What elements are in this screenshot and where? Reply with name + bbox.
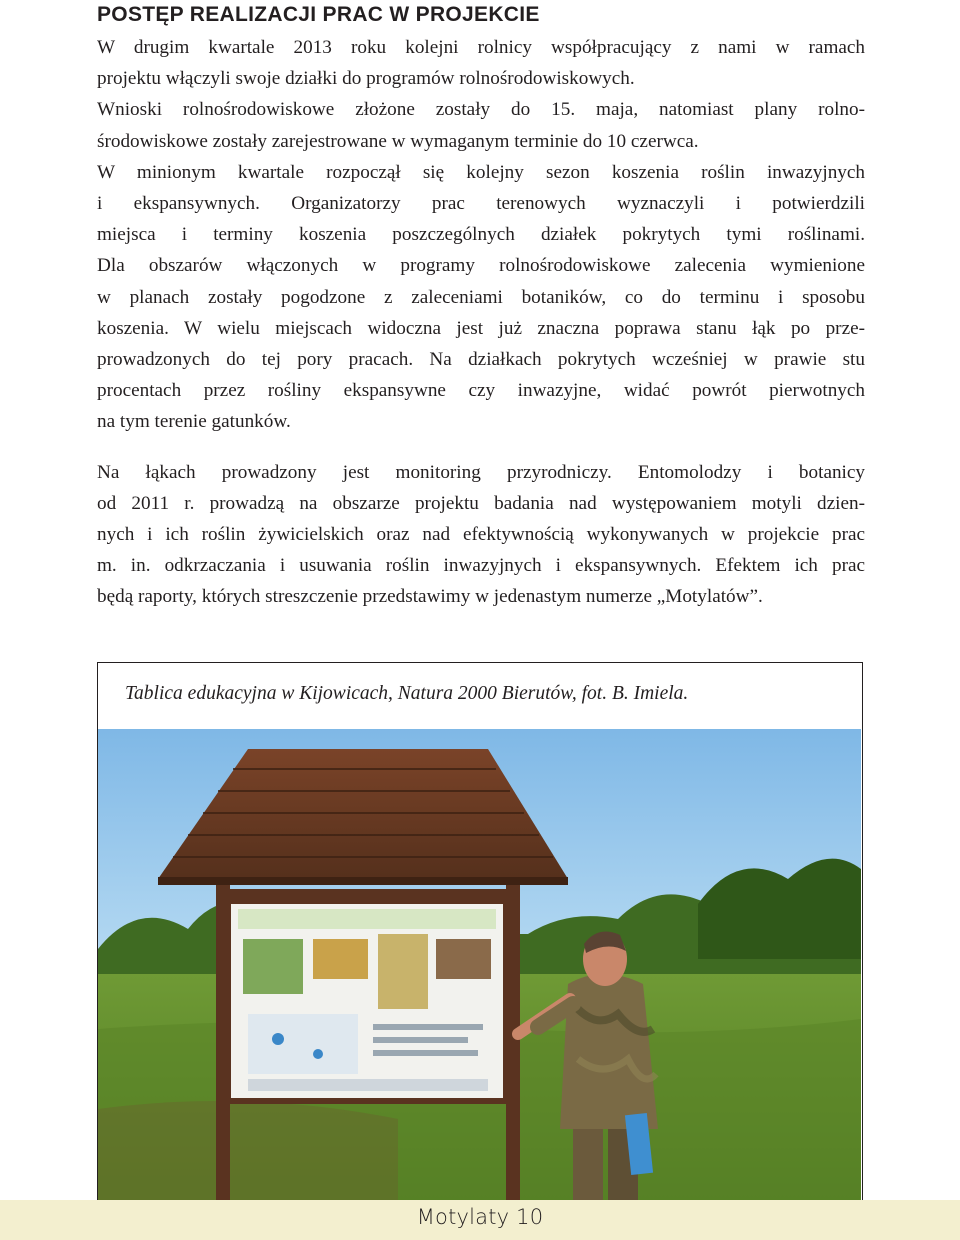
section-heading: POSTĘP REALIZACJI PRAC W PROJEKCIE	[97, 3, 540, 26]
text-line: środowiskowe zostały zarejestrowane w wymaganym terminie do 10 czerwca.	[97, 130, 699, 152]
page-footer-label: Motylaty 10	[416, 1205, 544, 1229]
photo-figure	[97, 662, 863, 1200]
text-line: będą raporty, których streszczenie przedstawimy w jedenastym numerze „Motylatów”.	[97, 586, 763, 608]
text-line: nych i ich roślin żywicielskich oraz nad efektywnością wykonywanych w projekcie prac	[97, 524, 865, 546]
text-line: W drugim kwartale 2013 roku kolejni rolnicy współpracujący z nami w ramach	[97, 37, 865, 58]
paragraph-monitoring	[97, 457, 865, 613]
text-line: i ekspansywnych. Organizatorzy prac terenowych wyznaczyli i potwierdzili	[97, 193, 865, 215]
text-line: od 2011 r. prowadzą na obszarze projektu badania nad występowaniem motyli dzien-	[97, 492, 865, 514]
text-line: miejsca i terminy koszenia poszczególnych działek pokrytych tymi roślinami.	[97, 224, 865, 246]
text-line: W minionym kwartale rozpoczął się kolejny sezon koszenia roślin inwazyjnych	[97, 161, 865, 183]
photo-education-board	[98, 729, 861, 1201]
text-line: koszenia. W wielu miejscach widoczna jest już znaczna poprawa stanu łąk po prze-	[97, 317, 865, 339]
text-line: Dla obszarów włączonych w programy rolnośrodowiskowe zalecenia wymienione	[97, 255, 865, 277]
photo-illustration	[98, 729, 861, 1201]
text-line: procentach przez rośliny ekspansywne czy inwazyjne, widać powrót pierwotnych	[97, 380, 865, 402]
text-line: na tym terenie gatunków.	[97, 411, 291, 433]
text-line: m. in. odkrzaczania i usuwania roślin inwazyjnych i ekspansywnych. Efektem ich prac	[97, 555, 865, 577]
paragraph-progress	[97, 32, 865, 438]
text-line: Na łąkach prowadzony jest monitoring przyrodniczy. Entomolodzy i botanicy	[97, 461, 865, 483]
figure-caption: Tablica edukacyjna w Kijowicach, Natura 2000 Bierutów, fot. B. Imiela.	[125, 683, 689, 704]
text-line: w planach zostały pogodzone z zaleceniami botaników, co do terminu i sposobu	[97, 286, 865, 308]
article	[97, 0, 865, 613]
text-line: Wnioski rolnośrodowiskowe złożone zostały do 15. maja, natomiast plany rolno-	[97, 99, 865, 121]
text-line: projektu włączyli swoje działki do programów rolnośrodowiskowych.	[97, 68, 635, 90]
text-line: prowadzonych do tej pory pracach. Na działkach pokrytych wcześniej w prawie stu	[97, 349, 865, 371]
